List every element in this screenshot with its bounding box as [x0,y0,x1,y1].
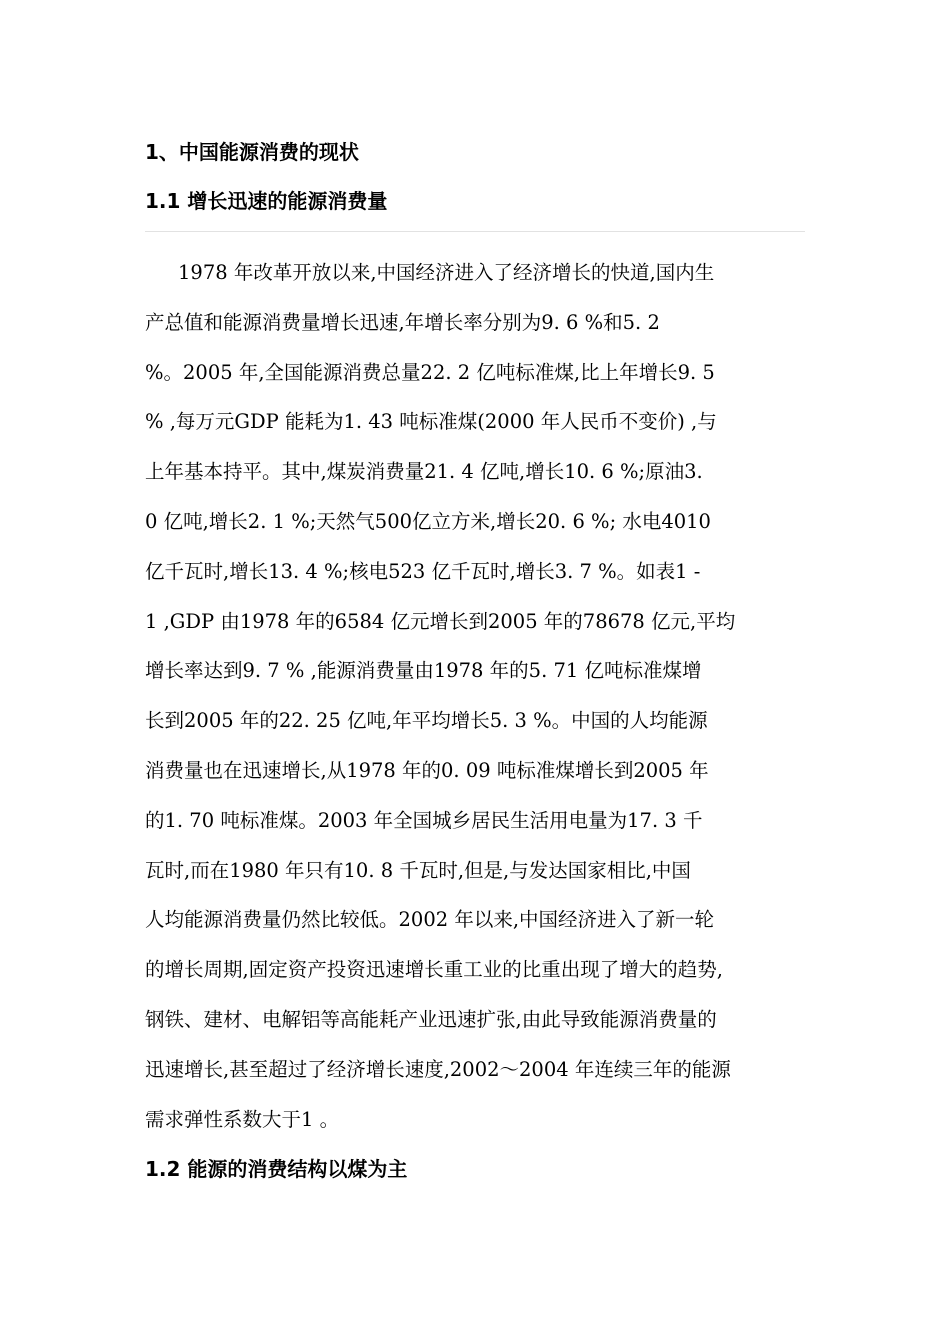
divider-line [145,231,805,232]
section-heading: 1、中国能源消费的现状 [145,140,359,164]
paragraph-line: 1978 年改革开放以来,中国经济进入了经济增长的快道,国内生 [178,261,715,284]
paragraph-line: 0 亿吨,增长2. 1 %;天然气500亿立方米,增长20. 6 %; 水电4010 [145,509,711,533]
paragraph-line: 的增长周期,固定资产投资迅速增长重工业的比重出现了增大的趋势, [145,958,723,982]
paragraph-line: 的1. 70 吨标准煤。2003 年全国城乡居民生活用电量为17. 3 千 [145,808,703,832]
subsection-heading-1-1: 1.1 增长迅速的能源消费量 [145,189,388,213]
paragraph-line: 人均能源消费量仍然比较低。2002 年以来,中国经济进入了新一轮 [145,908,715,932]
paragraph-line: 增长率达到9. 7 % ,能源消费量由1978 年的5. 71 亿吨标准煤增 [145,659,702,683]
body-paragraph [145,254,815,1150]
paragraph-line: 上年基本持平。其中,煤炭消费量21. 4 亿吨,增长10. 6 %;原油3. [145,460,703,484]
paragraph-line: 亿千瓦时,增长13. 4 %;核电523 亿千瓦时,增长3. 7 %。如表1 - [145,559,701,583]
paragraph-line: 瓦时,而在1980 年只有10. 8 千瓦时,但是,与发达国家相比,中国 [145,858,691,882]
paragraph-line: %。2005 年,全国能源消费总量22. 2 亿吨标准煤,比上年增长9. 5 [145,360,715,384]
paragraph-line: % ,每万元GDP 能耗为1. 43 吨标准煤(2000 年人民币不变价) ,与 [145,410,717,434]
paragraph-line: 需求弹性系数大于1 。 [145,1107,340,1131]
subsection-heading-1-2: 1.2 能源的消费结构以煤为主 [145,1157,408,1181]
paragraph-line: 迅速增长,甚至超过了经济增长速度,2002～2004 年连续三年的能源 [145,1057,731,1081]
paragraph-line: 消费量也在迅速增长,从1978 年的0. 09 吨标准煤增长到2005 年 [145,758,709,782]
paragraph-line: 产总值和能源消费量增长迅速,年增长率分别为9. 6 %和5. 2 [145,310,660,334]
paragraph-line: 钢铁、建材、电解铝等高能耗产业迅速扩张,由此导致能源消费量的 [145,1007,717,1031]
paragraph-line: 长到2005 年的22. 25 亿吨,年平均增长5. 3 %。中国的人均能源 [145,709,708,733]
paragraph-line: 1 ,GDP 由1978 年的6584 亿元增长到2005 年的78678 亿元,平均 [145,609,736,633]
